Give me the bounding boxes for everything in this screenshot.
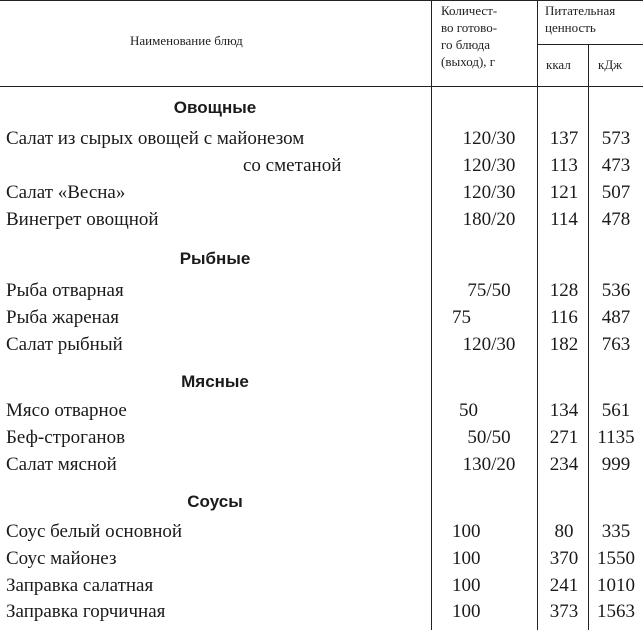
dish-name: Заправка салатная	[6, 575, 154, 596]
dish-kj: 999	[601, 454, 631, 475]
dish-kcal: 128	[549, 280, 579, 301]
dish-kcal: 114	[550, 209, 578, 230]
dish-kj: 1563	[597, 601, 635, 622]
column-header-nutrition	[545, 2, 643, 36]
column-header-kcal: ккал	[546, 57, 571, 72]
dish-kcal: 113	[550, 155, 578, 176]
dish-name: Рыба жареная	[6, 307, 120, 328]
nutrition-header-line: Питательная	[545, 3, 616, 18]
dish-quantity: 100	[452, 548, 481, 569]
quantity-header-line: (выход), г	[441, 54, 496, 69]
dish-kcal: 182	[549, 334, 579, 355]
section-title-fish: Рыбные	[179, 249, 251, 268]
dish-quantity: 50	[459, 400, 478, 421]
dish-kj: 763	[601, 334, 631, 355]
dish-kcal: 241	[549, 575, 579, 596]
quantity-header-line: го блюда	[441, 37, 490, 52]
dish-kj: 561	[601, 400, 631, 421]
table-row	[0, 128, 643, 156]
dish-quantity: 120/30	[462, 182, 516, 203]
dish-kcal: 373	[549, 601, 579, 622]
dish-quantity: 100	[452, 575, 481, 596]
column-header-kj: кДж	[598, 57, 623, 72]
dish-quantity: 100	[452, 521, 481, 542]
dish-kj: 487	[601, 307, 631, 328]
column-header-quantity	[441, 2, 531, 70]
table-row	[0, 334, 643, 362]
dish-quantity: 50/50	[467, 427, 511, 448]
dish-name: со сметаной	[243, 155, 342, 176]
dish-kcal: 137	[549, 128, 579, 149]
dish-kcal: 234	[549, 454, 579, 475]
table-row	[0, 454, 643, 482]
dish-kj: 1550	[597, 548, 635, 569]
table-row	[0, 427, 643, 455]
dish-kcal: 116	[550, 307, 578, 328]
dish-quantity: 75	[452, 307, 471, 328]
dish-quantity: 180/20	[462, 209, 516, 230]
table-row	[0, 155, 643, 183]
column-header-name: Наименование блюд	[130, 33, 243, 48]
dish-kj: 536	[601, 280, 631, 301]
table-row	[0, 182, 643, 210]
dish-quantity: 120/30	[462, 334, 516, 355]
dish-name: Соус майонез	[6, 548, 117, 569]
dish-kj: 478	[601, 209, 631, 230]
dish-kcal: 80	[554, 521, 574, 542]
dish-kcal: 134	[549, 400, 579, 421]
dish-name: Рыба отварная	[6, 280, 124, 301]
dish-name: Салат из сырых овощей с майонезом	[6, 128, 305, 149]
dish-kj: 507	[601, 182, 631, 203]
table-row	[0, 400, 643, 428]
quantity-header-line: Количест-	[441, 3, 498, 18]
dish-quantity: 100	[452, 601, 481, 622]
table-row	[0, 280, 643, 308]
dish-kcal: 121	[549, 182, 579, 203]
header-top-rule	[0, 0, 643, 1]
dish-kj: 335	[601, 521, 631, 542]
dish-kj: 1135	[597, 427, 635, 448]
dish-quantity: 75/50	[467, 280, 511, 301]
dish-name: Заправка горчичная	[6, 601, 166, 622]
dish-quantity: 130/20	[462, 454, 516, 475]
dish-kcal: 271	[549, 427, 579, 448]
dish-quantity: 120/30	[462, 128, 516, 149]
dish-kj: 1010	[597, 575, 635, 596]
nutrition-subheader-rule	[537, 44, 643, 45]
dish-kj: 473	[601, 155, 631, 176]
quantity-header-line: во готово-	[441, 20, 498, 35]
table-row	[0, 548, 643, 576]
section-title-meat: Мясные	[181, 372, 249, 391]
table-row	[0, 209, 643, 237]
dish-name: Салат «Весна»	[6, 182, 126, 203]
table-row	[0, 575, 643, 603]
dish-name: Салат мясной	[6, 454, 117, 475]
table-row	[0, 307, 643, 335]
table-row	[0, 601, 643, 629]
dish-name: Салат рыбный	[6, 334, 123, 355]
dish-kcal: 370	[549, 548, 579, 569]
header-bottom-rule	[0, 86, 643, 87]
dish-quantity: 120/30	[462, 155, 516, 176]
table-row	[0, 521, 643, 549]
dish-kj: 573	[601, 128, 631, 149]
section-title-sauces: Соусы	[187, 492, 243, 511]
dish-name: Беф-строганов	[6, 427, 126, 448]
nutrition-header-line: ценность	[545, 20, 596, 35]
section-title-vegetable: Овощные	[173, 98, 257, 117]
dish-name: Соус белый основной	[6, 521, 183, 542]
dish-name: Винегрет овощной	[6, 209, 159, 230]
dish-name: Мясо отварное	[6, 400, 127, 421]
